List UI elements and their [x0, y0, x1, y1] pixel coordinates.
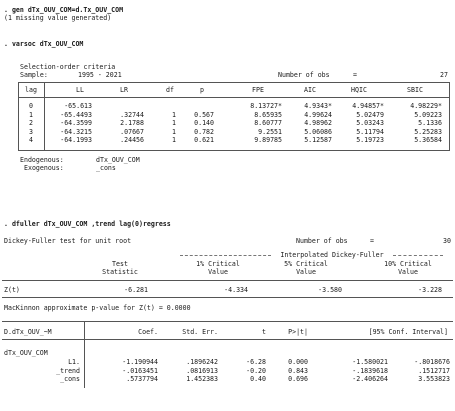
nobs-equals: = — [353, 71, 357, 79]
varsoc-cell-df: 1 — [172, 127, 176, 136]
reg-cell-term: L1. — [68, 358, 80, 366]
reg-cell-pvalue: 0.696 — [288, 375, 308, 383]
reg-cell-ci-low: -.1839618 — [352, 366, 388, 375]
interp-rule-left — [180, 255, 271, 256]
col-statistic: Statistic — [102, 268, 138, 276]
varsoc-cell-fpe: 8.60777 — [254, 119, 282, 128]
varsoc-cell-lag: 0 — [29, 102, 33, 110]
varsoc-cell-ll: -65.613 — [64, 102, 92, 110]
varsoc-cell-sbic: 5.25283 — [414, 127, 442, 136]
col-aic: AIC — [304, 86, 316, 94]
varsoc-cell-hqic: 5.03243 — [356, 119, 384, 128]
varsoc-cell-hqic: 5.19723 — [356, 136, 384, 145]
gen-command: . gen dTx_OUV_COM=d.Tx_OUV_COM — [4, 6, 124, 14]
zt-statistic: -6.281 — [124, 286, 148, 294]
exogenous-label: Exogenous: — [24, 164, 64, 172]
panel-gap — [0, 176, 455, 208]
reg-cell-term: _trend — [56, 366, 80, 375]
reg-cell-coef: .5737794 — [126, 375, 158, 383]
reg-cell-stderr: .0816913 — [186, 366, 218, 375]
varsoc-cell-fpe: 9.2551 — [258, 127, 282, 136]
reg-cell-ci-high: 3.553823 — [418, 375, 450, 383]
col-1pct-value: Value — [208, 268, 228, 276]
dfuller-output-panel — [0, 208, 455, 411]
varsoc-cell-df: 1 — [172, 136, 176, 145]
varsoc-cell-aic: 4.9343* — [304, 102, 332, 110]
varsoc-cell-lr: 2.1788 — [120, 119, 144, 128]
zt-5pct: -3.580 — [318, 286, 342, 294]
varsoc-cell-lr: .32744 — [120, 110, 144, 119]
reg-header-rule — [2, 339, 453, 340]
endogenous-label: Endogenous: — [20, 156, 64, 164]
reg-dependent-var: D.dTx_OUV_~M — [4, 328, 52, 336]
reg-cell-term: _cons — [60, 375, 80, 383]
df-nobs-value: 30 — [443, 237, 451, 245]
reg-cell-ci-high: -.8018676 — [414, 358, 450, 366]
varsoc-cell-hqic: 5.11794 — [356, 127, 384, 136]
reg-cell-stderr: 1.452383 — [186, 375, 218, 383]
varsoc-cell-sbic: 5.1336 — [418, 119, 442, 128]
col-5pct-critical: 5% Critical — [284, 260, 328, 268]
varsoc-cell-ll: -65.4493 — [60, 110, 92, 119]
zt-10pct: -3.228 — [418, 286, 442, 294]
varsoc-cell-df: 1 — [172, 119, 176, 128]
exogenous-value: _cons — [96, 164, 116, 172]
df-header-rule — [2, 280, 453, 281]
varsoc-cell-p: 0.140 — [194, 119, 214, 128]
reg-col-coef: Coef. — [138, 328, 158, 336]
col-hqic: HQIC — [351, 86, 367, 94]
df-nobs-label: Number of obs — [296, 237, 348, 245]
reg-col-pvalue: P>|t| — [288, 328, 308, 336]
col-ll: LL — [76, 86, 84, 94]
varsoc-cell-lr: .24456 — [120, 136, 144, 145]
reg-cell-coef: -1.190944 — [122, 358, 158, 366]
reg-group-label: dTx_OUV_COM — [4, 349, 48, 357]
reg-var-divider — [84, 321, 85, 388]
endogenous-value: dTx_OUV_COM — [96, 156, 140, 164]
mackinnon-pvalue: MacKinnon approximate p-value for Z(t) = 0.0000 — [4, 304, 191, 312]
varsoc-cell-ll: -64.3215 — [60, 127, 92, 136]
varsoc-cell-fpe: 8.13727* — [250, 102, 282, 110]
col-df: df — [166, 86, 174, 94]
varsoc-cell-aic: 4.99624 — [304, 110, 332, 119]
sample-label: Sample: — [20, 71, 48, 79]
col-sbic: SBIC — [407, 86, 423, 94]
df-nobs-equals: = — [370, 237, 374, 245]
reg-cell-ci-low: -1.580021 — [352, 358, 388, 366]
col-lr: LR — [120, 86, 128, 94]
varsoc-header-rule — [18, 97, 449, 98]
interp-header: Interpolated Dickey-Fuller — [280, 251, 384, 259]
varsoc-cell-sbic: 5.09223 — [414, 110, 442, 119]
sample-value: 1995 - 2021 — [78, 71, 122, 79]
varsoc-cell-sbic: 5.36584 — [414, 136, 442, 145]
nobs-value: 27 — [440, 71, 448, 79]
reg-col-stderr: Std. Err. — [182, 328, 218, 336]
varsoc-cell-ll: -64.1993 — [60, 136, 92, 145]
reg-col-conf-interval: [95% Conf. Interval] — [368, 328, 448, 336]
df-zt-rule — [2, 297, 453, 298]
varsoc-output-panel — [0, 0, 455, 177]
nobs-label: Number of obs — [278, 71, 330, 79]
missing-value-message: (1 missing value generated) — [4, 14, 112, 22]
varsoc-cell-hqic: 4.94857* — [352, 102, 384, 110]
varsoc-cell-aic: 5.06086 — [304, 127, 332, 136]
reg-cell-t: 0.40 — [250, 375, 266, 383]
reg-cell-stderr: .1896242 — [186, 358, 218, 366]
varsoc-cell-p: 0.567 — [194, 110, 214, 119]
varsoc-cell-lr: .07667 — [120, 127, 144, 136]
reg-cell-ci-high: .1512717 — [418, 366, 450, 375]
reg-col-t: t — [262, 328, 266, 336]
col-test: Test — [112, 260, 128, 268]
reg-cell-t: -0.20 — [246, 366, 266, 375]
col-5pct-value: Value — [296, 268, 316, 276]
varsoc-cell-hqic: 5.02479 — [356, 110, 384, 119]
col-1pct-critical: 1% Critical — [196, 260, 240, 268]
reg-top-rule — [2, 321, 453, 322]
varsoc-cell-fpe: 8.65935 — [254, 110, 282, 119]
varsoc-cell-ll: -64.3599 — [60, 119, 92, 128]
col-p: p — [200, 86, 204, 94]
zt-label: Z(t) — [4, 286, 20, 294]
reg-cell-ci-low: -2.406264 — [352, 375, 388, 383]
varsoc-cell-df: 1 — [172, 110, 176, 119]
reg-cell-coef: -.0163451 — [122, 366, 158, 375]
col-lag: lag — [25, 86, 37, 94]
varsoc-cell-lag: 2 — [29, 119, 33, 128]
reg-cell-t: -6.28 — [246, 358, 266, 366]
varsoc-cell-fpe: 9.89785 — [254, 136, 282, 145]
dfuller-command: . dfuller dTx_OUV_COM ,trend lag(0)regress — [4, 220, 171, 228]
zt-1pct: -4.334 — [224, 286, 248, 294]
col-fpe: FPE — [252, 86, 264, 94]
varsoc-cell-lag: 3 — [29, 127, 33, 136]
varsoc-cell-aic: 5.12587 — [304, 136, 332, 145]
varsoc-cell-aic: 4.98962 — [304, 119, 332, 128]
interp-rule-right — [393, 255, 443, 256]
varsoc-command: . varsoc dTx_OUV_COM — [4, 40, 84, 48]
selection-criteria-title: Selection-order criteria — [20, 63, 116, 71]
varsoc-cell-p: 0.782 — [194, 127, 214, 136]
varsoc-cell-lag: 4 — [29, 136, 33, 145]
col-10pct-value: Value — [398, 268, 418, 276]
df-test-title: Dickey-Fuller test for unit root — [4, 237, 132, 245]
varsoc-cell-lag: 1 — [29, 110, 33, 119]
col-10pct-critical: 10% Critical — [384, 260, 432, 268]
reg-cell-pvalue: 0.843 — [288, 366, 308, 375]
reg-cell-pvalue: 0.000 — [288, 358, 308, 366]
varsoc-cell-sbic: 4.98229* — [410, 102, 442, 110]
varsoc-cell-p: 0.621 — [194, 136, 214, 145]
